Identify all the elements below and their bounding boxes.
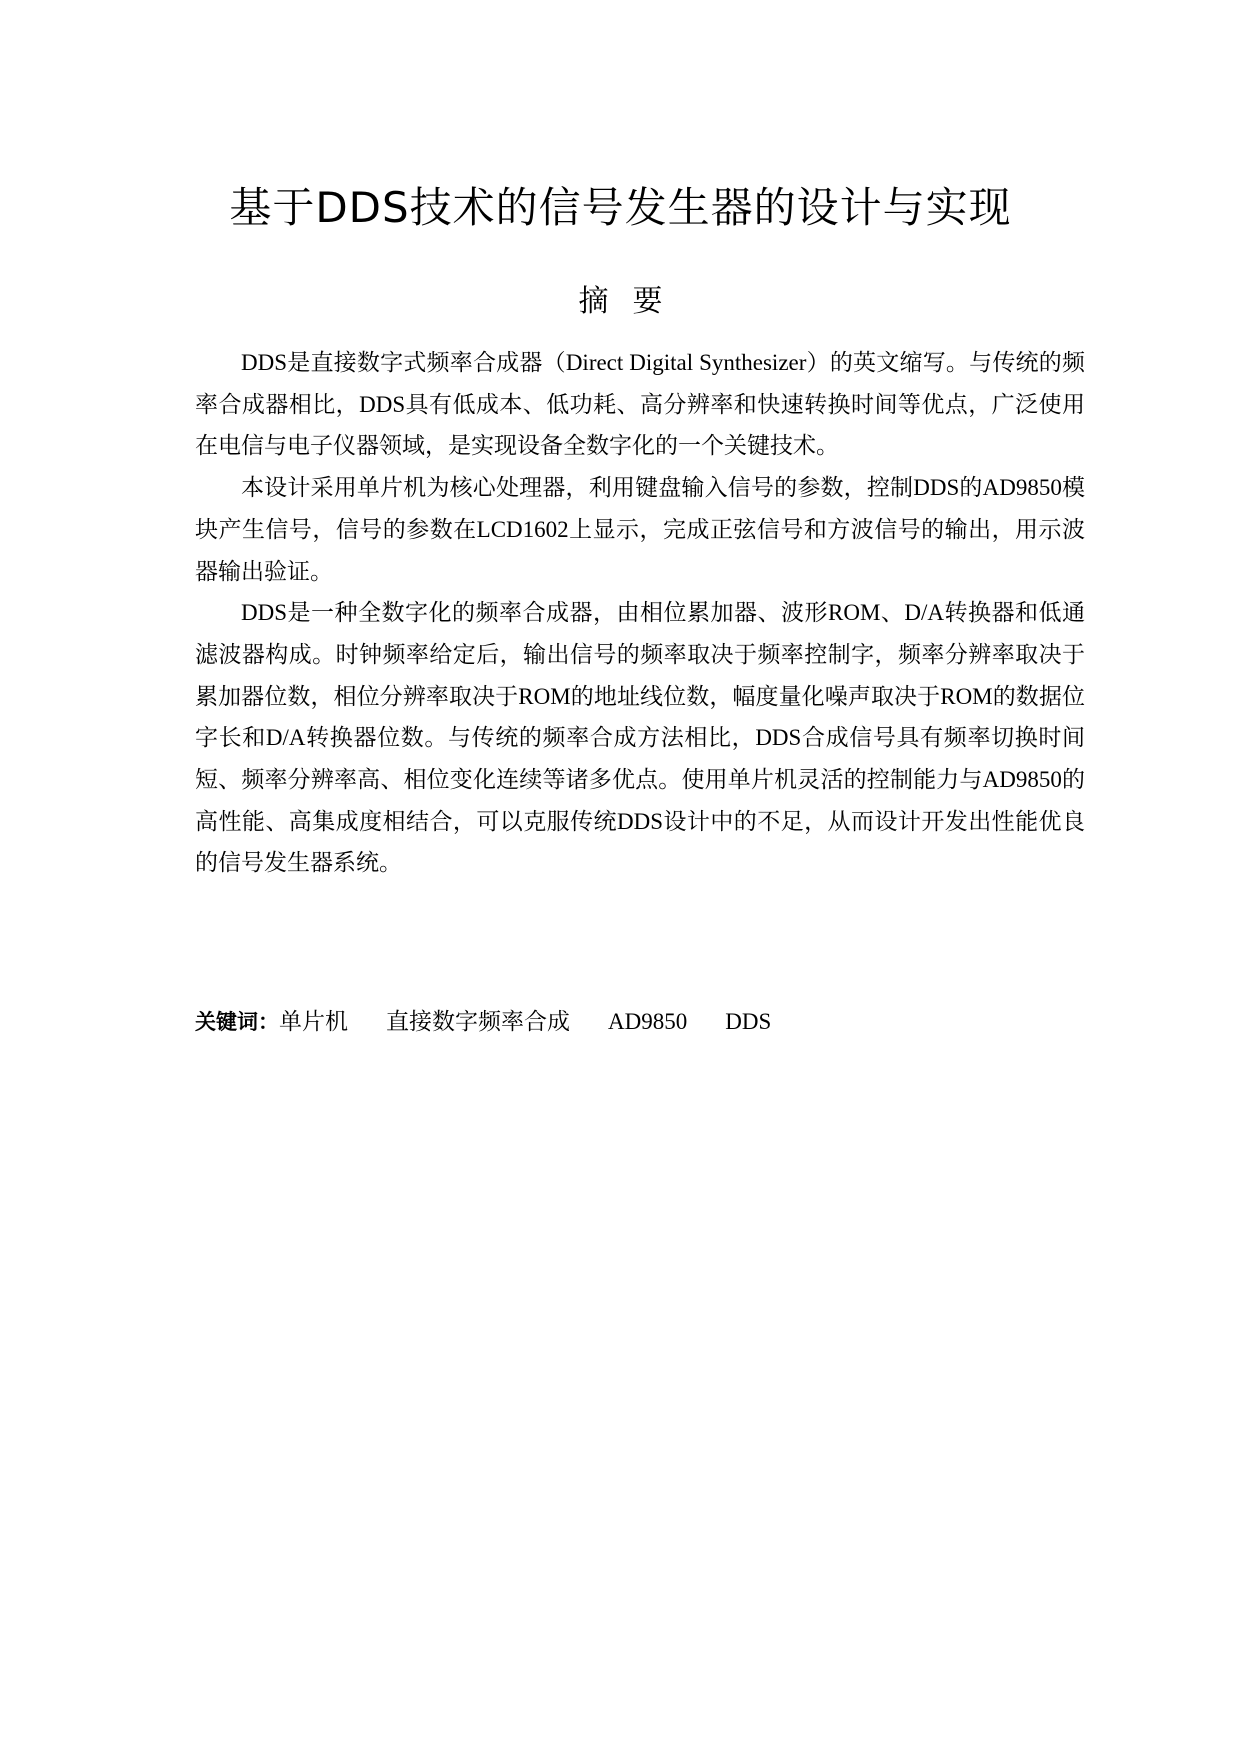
abstract-body <box>195 342 1085 884</box>
abstract-paragraph-3: DDS是一种全数字化的频率合成器，由相位累加器、波形ROM、D/A转换器和低通滤波器构成。时钟频率给定后，输出信号的频率取决于频率控制字，频率分辨率取决于累加器位数，相位分辨率取决于ROM的地址线位数，幅度量化噪声取决于ROM的数据位字长和D/A转换器位数。与传统的频率合成方法相比，DDS合成信号具有频率切换时间短、频率分辨率高、相位变化连续等诸多优点。使用单片机灵活的控制能力与AD9850的高性能、高集成度相结合，可以克服传统DDS设计中的不足，从而设计开发出性能优良的信号发生器系统。 <box>195 600 1085 876</box>
abstract-paragraph-2: 本设计采用单片机为核心处理器，利用键盘输入信号的参数，控制DDS的AD9850模块产生信号，信号的参数在LCD1602上显示，完成正弦信号和方波信号的输出，用示波器输出验证。 <box>195 475 1085 584</box>
abstract-heading: 摘要 <box>578 284 687 319</box>
keywords-line <box>195 1002 1085 1042</box>
keywords-label: 关键词： <box>195 1010 279 1034</box>
keyword-4: DDS <box>725 1009 772 1034</box>
keyword-2: 直接数字频率合成 <box>386 1009 570 1034</box>
keyword-1: 单片机 <box>279 1009 348 1034</box>
keyword-3: AD9850 <box>608 1009 688 1034</box>
abstract-paragraph-1: DDS是直接数字式频率合成器（Direct Digital Synthesizer）的英文缩写。与传统的频率合成器相比，DDS具有低成本、低功耗、高分辨率和快速转换时间等优点，广泛使用在电信与电子仪器领域，是实现设备全数字化的一个关键技术。 <box>195 350 1085 459</box>
document-title: 基于DDS技术的信号发生器的设计与实现 <box>229 183 1012 232</box>
